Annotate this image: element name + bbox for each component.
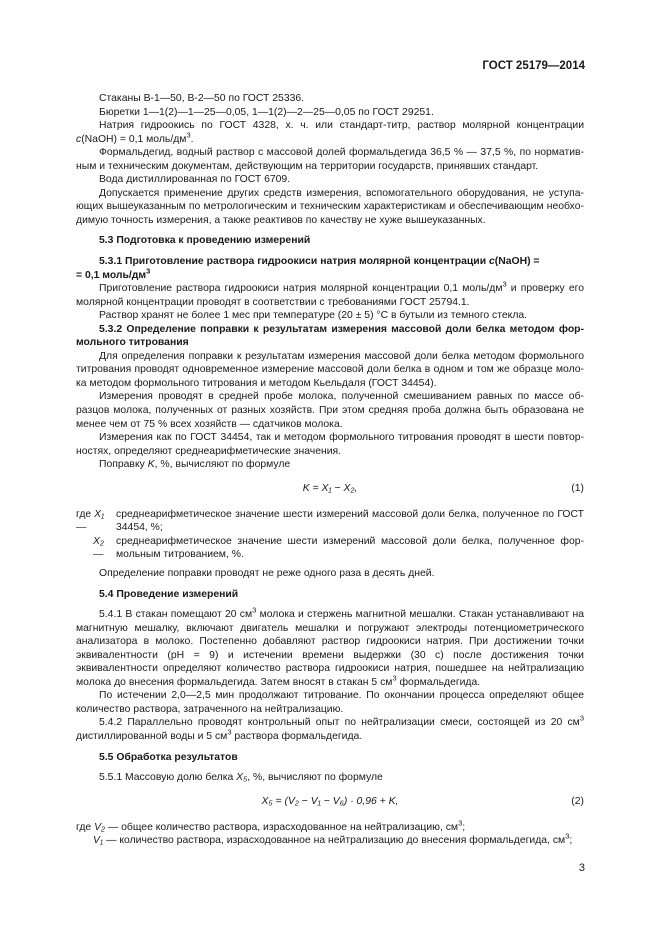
- document-body: [76, 92, 584, 848]
- formula-1: [76, 482, 584, 498]
- legend-x2-desc: среднеарифметическое значение шести измерений массовой доли белка, полученное формольным титрованием, %.: [116, 535, 584, 561]
- legend-v1: V₁ — количество раствора, израсходованное на нейтрализацию до внесения формальдегида, $см^3$;: [93, 831, 573, 847]
- continue-titration: По истечении 2,0—2,5 мин продолжают титрование. По окончании процесса определяют общее количество раствора, затраченного на нейтрализацию.: [76, 690, 584, 715]
- section-5-3-1-title: 5.3.1 Приготовление раствора гидроокиси натрия молярной концентрации c(NaOH) =: [99, 256, 540, 268]
- correction-method: Для определения поправки к результатам измерения массовой доли белка методом формольного титрования проводят одновременное измерение массовой доли белка в одном и том же образце молока методом формольного титрования и методом Кьельдаля (ГОСТ 34454).: [76, 350, 584, 389]
- legend-x1-desc: среднеарифметическое значение шести измерений массовой доли белка, полученное по ГОСТ 34454, %;: [116, 508, 584, 534]
- formula-1-legend: где X₁ — среднеарифметическое значение шести измерений массовой доли белка, полученное по ГОСТ 34454, %; X₂ — среднеарифметическое значение шести измерений массовой доли белка, полученное формольным титрованием, %.: [76, 508, 584, 561]
- reagent-naoh: Натрия гидроокись по ГОСТ 4328, х. ч. или стандарт-титр, раствор молярной концентрации c(NaOH) = 0,1 моль/$дм^3$.: [76, 120, 584, 145]
- section-5-3-2-title: 5.3.2 Определение поправки к результатам измерения массовой доли белка методом формольного титрования: [76, 323, 584, 349]
- section-5-4-title: 5.4 Проведение измерений: [99, 588, 239, 600]
- repeat-measurements: Измерения как по ГОСТ 34454, так и методом формольного титрования проводят в шести повторностях, определяют среднеарифметические значения.: [76, 432, 584, 457]
- formula-2-number: (2): [571, 795, 584, 807]
- section-5-3-title: 5.3 Подготовка к проведению измерений: [99, 235, 311, 247]
- naoh-preparation: Приготовление раствора гидроокиси натрия молярной концентрации 0,1 моль/$дм^3$ и проверку его молярной концентрации проводят в соответствии с требованиями ГОСТ 25794.1.: [76, 279, 584, 308]
- naoh-storage: Раствор хранят не более 1 мес при температуре (20 ± 5) °С в бутыли из темного стекла.: [99, 310, 528, 322]
- protein-formula-intro: 5.5.1 Массовую долю белка X₅, %, вычисляют по формуле: [99, 772, 383, 784]
- correction-frequency: Определение поправки проводят не реже одного раза в десять дней.: [99, 567, 435, 579]
- measurement-procedure: 5.4.1 В стакан помещают 20 $см^3$ молока и стержень магнитной мешалки. Стакан устанавливают на магнитную мешалку, включают двигатель мешалки и погружают электроды потенциометрического анализатора в молоко. Постепенно добавляют раствор гидроокиси натрия. При достижении точки эквивалентности (pH = 9) и истечении времени выдержки (30 с) после достижения точки эквивалентности определяют количество раствора гидроокиси натрия, пошедшее на нейтрализацию молока до внесения формальдегида. Затем вносят в стакан 5 $см^3$ формальдегида.: [76, 605, 584, 688]
- formula-1-expression: K = X₁ − X₂,: [302, 482, 358, 494]
- equipment-burettes: Бюретки 1—1(2)—1—25—0,05, 1—1(2)—2—25—0,05 по ГОСТ 29251.: [99, 106, 434, 118]
- section-5-5-title: 5.5 Обработка результатов: [99, 751, 238, 763]
- section-5-3-1-title-cont: = 0,1 моль/$дм^3$: [76, 266, 151, 281]
- correction-formula-intro: Поправку K, %, вычисляют по формуле: [99, 459, 291, 471]
- substitution-note: Допускается применение других средств измерения, вспомогательного оборудования, не уступающих вышеуказанным по метрологическим и техническим характеристикам и обеспечивающим необходимую точность измерения, а также реактивов по качеству не хуже вышеуказанных.: [76, 187, 584, 226]
- reagent-water: Вода дистиллированная по ГОСТ 6709.: [99, 174, 291, 186]
- control-experiment: 5.4.2 Параллельно проводят контрольный опыт по нейтрализации смеси, состоящей из 20 $см^3$ дистиллированной воды и 5 $см^3$ раствора формальдегида.: [76, 713, 584, 742]
- average-sample: Измерения проводят в средней пробе молока, полученной смешиванием равных по массе образцов молока, полученных от разных хозяйств. При этом средняя проба должна быть образована не менее чем от 75 % всех хозяйств — сдатчиков молока.: [76, 391, 584, 430]
- equipment-beakers: Стаканы В-1—50, В-2—50 по ГОСТ 25336.: [99, 93, 305, 104]
- legend-v2: где V₂ — общее количество раствора, израсходованное на нейтрализацию, $см^3$;: [76, 818, 466, 833]
- reagent-formaldehyde: Формальдегид, водный раствор с массовой долей формальдегида 36,5 % — 37,5 %, по нормативным и техническим документам, действующим на территории государств, принявших стандарт.: [76, 147, 584, 172]
- formula-2: [76, 795, 584, 811]
- formula-2-expression: X₅ = (V₂ − V₁ − V₆) · 0,96 + K,: [261, 795, 399, 807]
- document-header: ГОСТ 25179—2014: [482, 60, 585, 72]
- page-number: 3: [578, 862, 585, 874]
- formula-1-number: (1): [571, 482, 584, 494]
